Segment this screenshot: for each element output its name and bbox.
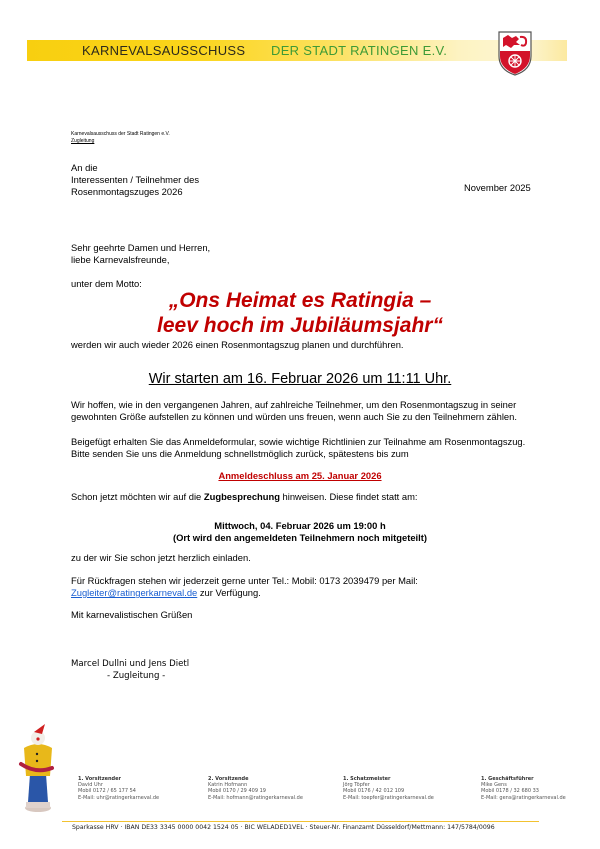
org-name-right: DER STADT RATINGEN E.V. [271, 43, 448, 58]
footer-bank-details: Sparkasse HRV · IBAN DE33 3345 0000 0042 1524 05 · BIC WELADED1VEL · Steuer-Nr. Finanzamt Düsseldorf/Mettmann: 147/5784/0096 [72, 824, 495, 831]
salutation [71, 242, 210, 266]
meeting-datetime: Mittwoch, 04. Februar 2026 um 19:00 h [214, 520, 386, 531]
meeting-intro-text-after: hinweisen. Diese findet statt am: [279, 491, 418, 502]
motto-heading [0, 288, 600, 338]
paragraph-contact [71, 575, 418, 599]
contact-name: Jörg Töpfer [343, 782, 370, 789]
contact-mobile: Mobil 0176 / 42 012 109 [343, 788, 405, 795]
signatory-names: Marcel Dullni und Jens Dietl [71, 659, 190, 669]
contact-name: David Uhr [78, 782, 103, 789]
signature-block [71, 658, 189, 682]
meeting-details [0, 520, 600, 544]
registration-deadline: Anmeldeschluss am 25. Januar 2026 [218, 470, 382, 481]
salutation-line: liebe Karnevalsfreunde, [71, 254, 170, 265]
contact-email: E-Mail: toepfer@ratingerkarneval.de [343, 794, 434, 801]
contact-vice-chair [208, 776, 303, 801]
org-name-left: KARNEVALSAUSSCHUSS [82, 43, 246, 58]
contact-name: Katrin Hofmann [208, 782, 248, 789]
recipient-address [71, 162, 199, 198]
meeting-location-note: (Ort wird den angemeldeten Teilnehmern noch mitgeteilt) [172, 532, 428, 543]
contact-treasurer [343, 776, 434, 801]
contact-title: 2. Vorsitzende [208, 776, 249, 782]
contact-email: E-Mail: hofmann@ratingerkarneval.de [208, 794, 303, 801]
start-announcement: Wir starten am 16. Februar 2026 um 11:11 Uhr. [148, 371, 452, 387]
letter-date: November 2025 [464, 182, 531, 193]
contact-email: E-Mail: uhr@ratingerkarneval.de [78, 794, 160, 801]
sender-block [71, 131, 170, 145]
closing: Mit karnevalistischen Grüßen [71, 609, 193, 620]
contact-mobile: Mobil 0172 / 65 177 54 [78, 788, 136, 795]
contact-mobile: Mobil 0178 / 32 680 33 [481, 788, 539, 795]
motto-followup: werden wir auch wieder 2026 einen Rosenmontagszug planen und durchführen. [71, 339, 404, 350]
signatory-role: - Zugleitung - [107, 671, 166, 681]
recipient-line: Rosenmontagszuges 2026 [71, 186, 183, 197]
ratingen-crest-icon [497, 30, 533, 76]
recipient-line: Interessenten / Teilnehmer des [71, 174, 200, 185]
motto-line-2: leev hoch im Jubiläumsjahr“ [157, 314, 443, 337]
paragraph-hope: Wir hoffen, wie in den vergangenen Jahren, auf zahlreiche Teilnehmer, um den Rosenmontagszug in seiner gewohnten Größe aufstellen zu können und würden uns freuen, wenn auch Sie zu den Teilnehmern zählen. [71, 399, 517, 422]
paragraph-meeting-intro [71, 491, 418, 503]
motto-intro: unter dem Motto: [71, 278, 142, 289]
motto-line-1: „Ons Heimat es Ratingia – [168, 289, 432, 312]
meeting-keyword: Zugbesprechung [203, 491, 280, 502]
footer-divider [62, 821, 539, 822]
email-link[interactable]: Zugleiter@ratingerkarneval.de [71, 587, 198, 598]
meeting-intro-text: Schon jetzt möchten wir auf die [71, 491, 204, 502]
contact-email: E-Mail: gens@ratingerkarneval.de [481, 794, 566, 801]
contact-phone-line: Für Rückfragen stehen wir jederzeit gerne unter Tel.: Mobil: 0173 2039479 per Mail: [71, 575, 418, 586]
contact-chairman [78, 776, 159, 801]
sender-dept: Zugleitung [71, 138, 95, 144]
contact-after-text: zur Verfügung. [197, 587, 261, 598]
contact-title: 1. Geschäftsführer [481, 776, 534, 782]
paragraph-attachment: Beigefügt erhalten Sie das Anmeldeformular, sowie wichtige Richtlinien zur Teilnahme am Rosenmontagszug. Bitte senden Sie uns die Anmeldung schnellstmöglich zurück, spätestens bis zum [71, 436, 526, 459]
recipient-line: An die [71, 162, 98, 173]
contact-mobile: Mobil 0170 / 29 409 19 [208, 788, 266, 795]
contact-title: 1. Vorsitzender [78, 776, 121, 782]
paragraph-invitation: zu der wir Sie schon jetzt herzlich einladen. [71, 552, 251, 563]
salutation-line: Sehr geehrte Damen und Herren, [71, 242, 211, 253]
sender-org: Karnevalsausschuss der Stadt Ratingen e.V. [71, 131, 170, 137]
contact-title: 1. Schatzmeister [343, 776, 391, 782]
contact-managing-director [481, 776, 566, 801]
contact-name: Mike Gens [481, 782, 507, 789]
clown-figurine-icon [18, 724, 58, 814]
